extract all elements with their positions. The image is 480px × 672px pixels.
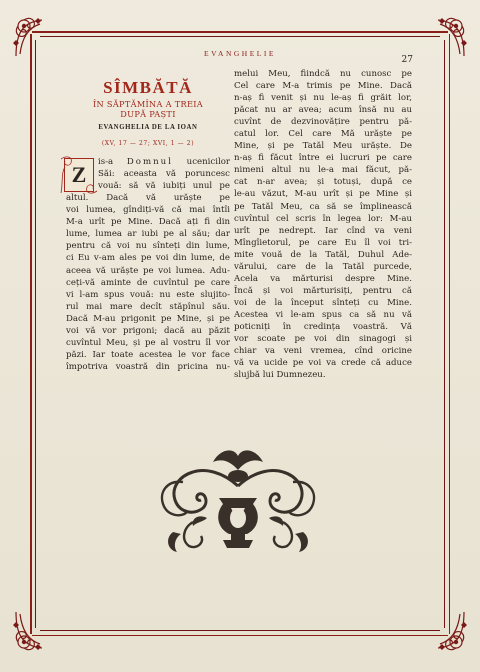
text-line: păcat nu ar avea; acum însă nu au [234,105,412,116]
text-line: rul mai mare decît stăpînul său. [66,301,230,312]
frame-inner-right-rule [444,40,445,628]
text-line: lume, lumea ar iubi pe al său; dar [66,229,230,240]
text-line: pe Tatăl Meu, ca să se împlinească [234,201,412,212]
drop-cap-letter: Z [71,162,87,188]
text-line: vor scoate pe voi din sinagogi și [234,334,412,345]
text-line: nimeni altul nu le-a mai făcut, pă- [234,165,412,176]
text-line: cuvîntul cel scris în legea lor: M-au [234,213,412,224]
text-line: altul. Dacă vă urăște pe [66,193,230,204]
text-line: urît pe nedrept. Iar cînd va veni [234,225,412,236]
text-line: vărului, care de la Tatăl purcede, [234,261,412,272]
frame-inner-left-rule [35,40,36,628]
text-line: vouă: să vă iubiți unul pe [98,181,230,192]
drop-cap [64,158,94,192]
frame-top-rule [32,31,448,33]
text-line: Acela va mărturisi despre Mine. [234,273,412,284]
text-line: cuvînt de dezvinovățire pentru pă- [234,117,412,128]
text-line: M-a urît pe Mine. Dacă ați fi din [66,217,230,228]
corner-ornament-icon [422,608,468,654]
text-fragment: is-a [98,157,127,168]
text-line: n-aș fi făcut între ei lucruri pe care [234,153,412,164]
text-line: ceți-vă aminte de cuvîntul pe care [66,277,230,288]
page-number: 27 [401,55,413,65]
left-column [66,78,230,373]
text-line [98,156,230,168]
frame-inner-top-rule [40,36,440,37]
text-line: pentru că voi nu sînteți din lume, [66,241,230,252]
frame-bottom-rule [32,635,448,637]
text-line: Săi: aceasta vă poruncesc [98,169,230,180]
spaced-word: Domnul [126,157,173,168]
text-line: voi vă vor prigoni; dacă au păzit [66,325,230,336]
text-line: cuvîntul Meu, și pe al vostru îl vor [66,337,230,348]
frame-right-rule [449,34,451,634]
text-line: Dacă M-au prigonit pe Mine, și pe [66,313,230,324]
right-column [234,68,412,381]
subtitle-after-easter: DUPĂ PAȘTI [120,109,176,119]
text-line: mite vouă de la Tatăl, Duhul Ade- [234,249,412,260]
text-line: voi de la început sînteți cu Mine. [234,297,412,308]
text-line: le-au văzut, M-au urît și pe Mine și [234,189,412,200]
text-line: Acestea vi le-am spus ca să nu vă [234,309,412,320]
text-line: poticniți în credința voastră. Vă [234,321,412,332]
frame-left-rule [30,34,32,634]
gospel-heading: EVANGHELIA DE LA IOAN [98,124,198,131]
text-line: Mîngîietorul, pe care Eu îl voi tri- [234,237,412,248]
text-fragment: ucenicilor [172,157,230,168]
text-line: slujbă lui Dumnezeu. [234,370,326,381]
urn-vignette-icon [153,442,323,560]
text-line: ci Eu v-am ales pe voi din lume, de [66,253,230,264]
running-head: EVANGHELIE [204,49,276,58]
text-line: catul lor. Cel care Mă urăște pe [234,129,412,140]
page-title: SÎMBĂTĂ [103,78,193,97]
text-line: Cel care M-a trimis pe Mine. Dacă [234,81,412,92]
corner-ornament-icon [12,608,58,654]
text-line: cat n-ar avea; și totuși, după ce [234,177,412,188]
text-line: voi lumea, gîndiți-vă că mai întîi [66,205,230,216]
text-line: melui Meu, fiindcă nu cunosc pe [234,69,412,79]
text-line: vi l-am spus vouă: nu este slujito- [66,289,230,300]
text-line: aceea vă urăște pe voi lumea. Adu- [66,265,230,276]
left-body-text [66,156,230,373]
text-line: chiar va veni vremea, cînd oricine [234,346,412,357]
frame-inner-bottom-rule [40,630,440,631]
text-line: vă va ucide pe voi va crede că aduce [234,358,412,369]
text-line: Încă și voi mărturisiți, pentru că [234,285,412,296]
text-line: împotriva voastră din pricina nu- [66,361,230,372]
text-line: n-aș fi venit și nu le-aș fi grăit lor, [234,93,412,104]
text-line: păzi. Iar toate acestea le vor face [66,349,230,360]
subtitle-week: ÎN SĂPTĂMÎNA A TREIA [93,99,203,109]
scripture-reference: (XV, 17 — 27; XVI, 1 — 2) [101,140,195,148]
text-line: Mine, și pe Tatăl Meu urăște. De [234,141,412,152]
